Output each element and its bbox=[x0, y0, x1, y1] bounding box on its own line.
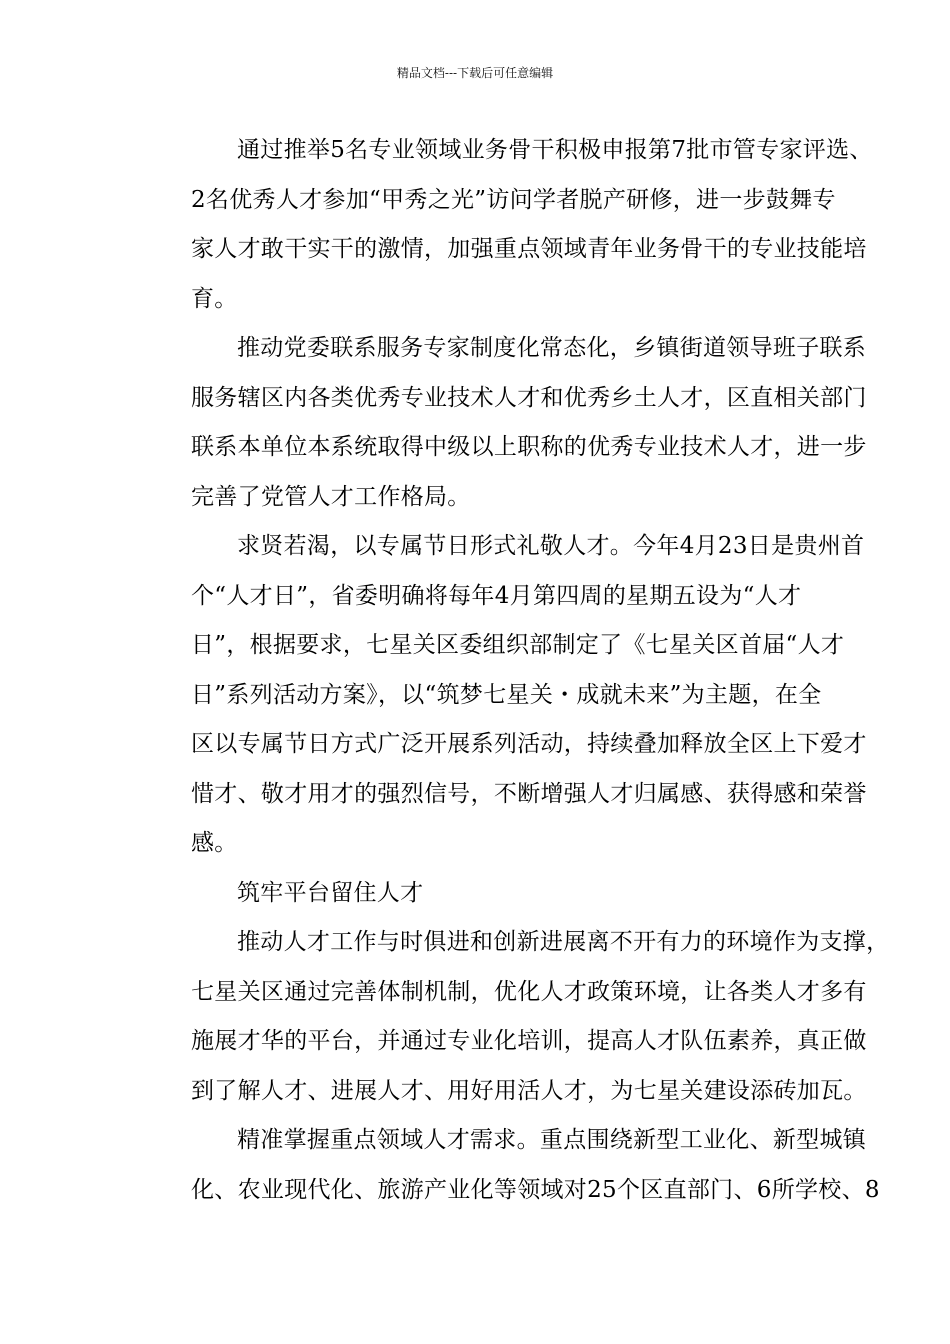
text-line: 筑牢平台留住人才 bbox=[237, 879, 424, 906]
text-line: 联系本单位本系统取得中级以上职称的优秀专业技术人才，进一步 bbox=[191, 434, 867, 460]
text-line: 化、农业现代化、旅游产业化等领域对25个区直部门、6所学校、8 bbox=[191, 1176, 880, 1203]
text-line: 2名优秀人才参加“甲秀之光”访问学者脱产研修，进一步鼓舞专 bbox=[191, 186, 836, 213]
text-line: 家人才敢干实干的激情，加强重点领域青年业务骨干的专业技能培 bbox=[191, 236, 867, 262]
text-line: 七星关区通过完善体制机制，优化人才政策环境，让各类人才多有 bbox=[191, 978, 867, 1005]
text-line: 推动人才工作与时俱进和创新进展离不开有力的环境作为支撑， bbox=[237, 929, 890, 955]
paragraph-1 bbox=[145, 126, 873, 324]
text-line: 感。 bbox=[191, 830, 238, 856]
paragraph-5 bbox=[145, 1116, 880, 1215]
text-line: 精准掌握重点领域人才需求。重点围绕新型工业化、新型城镇 bbox=[237, 1127, 867, 1153]
text-line: 到了解人才、进展人才、用好用活人才，为七星关建设添砖加瓦。 bbox=[191, 1077, 867, 1104]
text-line: 求贤若渴，以专属节日形式礼敬人才。今年4月23日是贵州首 bbox=[237, 533, 865, 559]
document-body bbox=[145, 126, 890, 1215]
text-line: 日”系列活动方案》，以“筑梦七星关・成就未来”为主题，在全 bbox=[191, 681, 822, 708]
text-line: 施展才华的平台，并通过专业化培训，提高人才队伍素养，真正做 bbox=[191, 1028, 867, 1054]
text-line: 完善了党管人才工作格局。 bbox=[191, 483, 471, 510]
section-heading bbox=[145, 869, 805, 919]
text-line: 个“人才日”，省委明确将每年4月第四周的星期五设为“人才 bbox=[191, 582, 802, 609]
paragraph-2 bbox=[145, 324, 867, 522]
text-line: 服务辖区内各类优秀专业技术人才和优秀乡土人才，区直相关部门 bbox=[191, 384, 867, 411]
text-line: 推动党委联系服务专家制度化常态化，乡镇街道领导班子联系 bbox=[237, 335, 867, 361]
text-line: 通过推举5名专业领域业务骨干积极申报第7批市管专家评选、 bbox=[237, 137, 873, 163]
page-header: 精品文档---下载后可任意编辑 bbox=[396, 66, 554, 80]
paragraph-3 bbox=[145, 522, 867, 869]
text-line: 惜才、敬才用才的强烈信号，不断增强人才归属感、获得感和荣誉 bbox=[191, 780, 867, 807]
text-line: 育。 bbox=[191, 285, 238, 312]
text-line: 区以专属节日方式广泛开展系列活动，持续叠加释放全区上下爱才 bbox=[191, 731, 867, 757]
text-line: 日”，根据要求，七星关区委组织部制定了《七星关区首届“人才 bbox=[191, 632, 845, 658]
paragraph-4 bbox=[145, 918, 890, 1116]
